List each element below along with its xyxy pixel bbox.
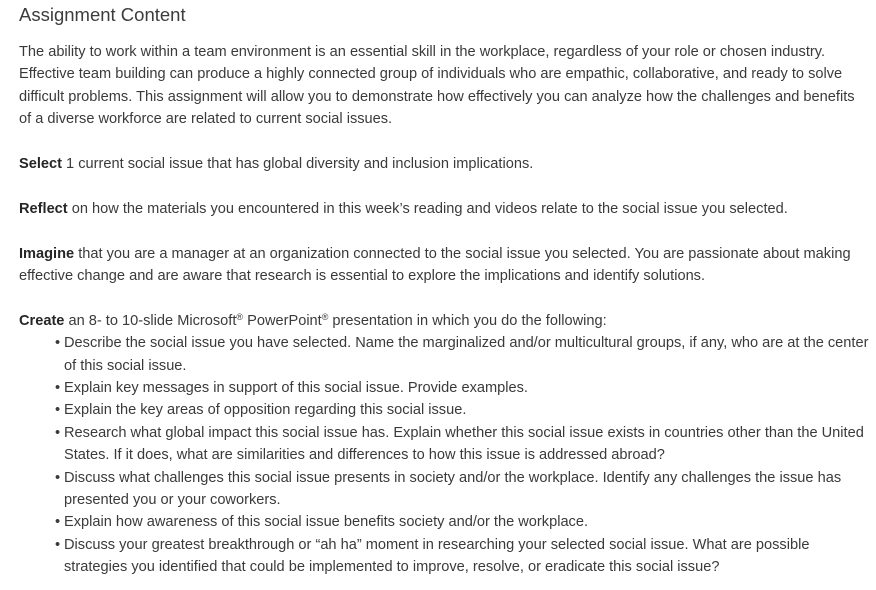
- select-paragraph: [19, 153, 869, 175]
- bullet-icon: •: [55, 424, 61, 441]
- reflect-paragraph: [19, 198, 869, 220]
- task-text: Explain how awareness of this social issue benefits society and/or the workplace.: [64, 514, 589, 531]
- bullet-icon: •: [55, 335, 61, 352]
- bullet-icon: •: [55, 536, 61, 553]
- task-text: Describe the social issue you have selected. Name the marginalized and/or multicultural groups, if any, who are at the center of this social issue.: [64, 335, 869, 374]
- task-text: Explain key messages in support of this social issue. Provide examples.: [64, 380, 528, 397]
- intro-paragraph: The ability to work within a team environment is an essential skill in the workplace, regardless of your role or chosen industry. Effective team building can produce a highly connected group of individuals who are empathic, collaborative, and ready to solve difficult problems. This assignment will allow you to demonstrate how effectively you can analyze how the challenges and benefits of a diverse workforce are related to current social issues.: [19, 44, 855, 128]
- list-item: [55, 377, 869, 399]
- bullet-icon: •: [55, 380, 61, 397]
- create-text-middle: PowerPoint: [243, 312, 322, 329]
- imagine-label: Imagine: [19, 245, 75, 262]
- select-label: Select: [19, 156, 62, 173]
- imagine-paragraph: [19, 243, 869, 288]
- bullet-icon: •: [55, 514, 61, 531]
- list-item: [55, 534, 869, 579]
- create-paragraph: [19, 310, 869, 332]
- task-text: Research what global impact this social issue has. Explain whether this social issue exists in countries other than the United States. If it does, what are similarities and differences to how this issue is addressed abroad?: [64, 424, 864, 464]
- list-item: [55, 467, 869, 512]
- page-title: Assignment Content: [19, 4, 186, 25]
- create-text-before: an 8- to 10-slide Microsoft: [64, 312, 237, 329]
- bullet-icon: •: [55, 469, 61, 486]
- bullet-icon: •: [55, 402, 61, 419]
- registered-mark: ®: [321, 311, 329, 322]
- reflect-text: on how the materials you encountered in this week’s reading and videos relate to the social issue you selected.: [67, 200, 788, 217]
- reflect-label: Reflect: [19, 200, 68, 217]
- registered-mark: ®: [236, 311, 244, 322]
- create-label: Create: [19, 312, 65, 329]
- task-text: Discuss your greatest breakthrough or “ah ha” moment in researching your selected social issue. What are possible strategies you identified that could be implemented to improve, resolve, or eradicate this social issue?: [64, 536, 810, 576]
- task-text: Discuss what challenges this social issue presents in society and/or the workplace. Identify any challenges the issue has presented you or your coworkers.: [64, 469, 842, 509]
- list-item: [55, 422, 869, 467]
- task-list: [19, 332, 869, 578]
- list-item: [55, 511, 869, 533]
- select-text: 1 current social issue that has global diversity and inclusion implications.: [62, 156, 534, 173]
- list-item: [55, 399, 869, 421]
- create-text-after: presentation in which you do the following:: [328, 312, 607, 329]
- task-text: Explain the key areas of opposition regarding this social issue.: [64, 402, 467, 419]
- assignment-content: [19, 0, 869, 579]
- imagine-text: that you are a manager at an organization connected to the social issue you selected. You are passionate about making effective change and are aware that research is essential to explore the implications and identify solutions.: [19, 245, 851, 285]
- list-item: [55, 332, 869, 377]
